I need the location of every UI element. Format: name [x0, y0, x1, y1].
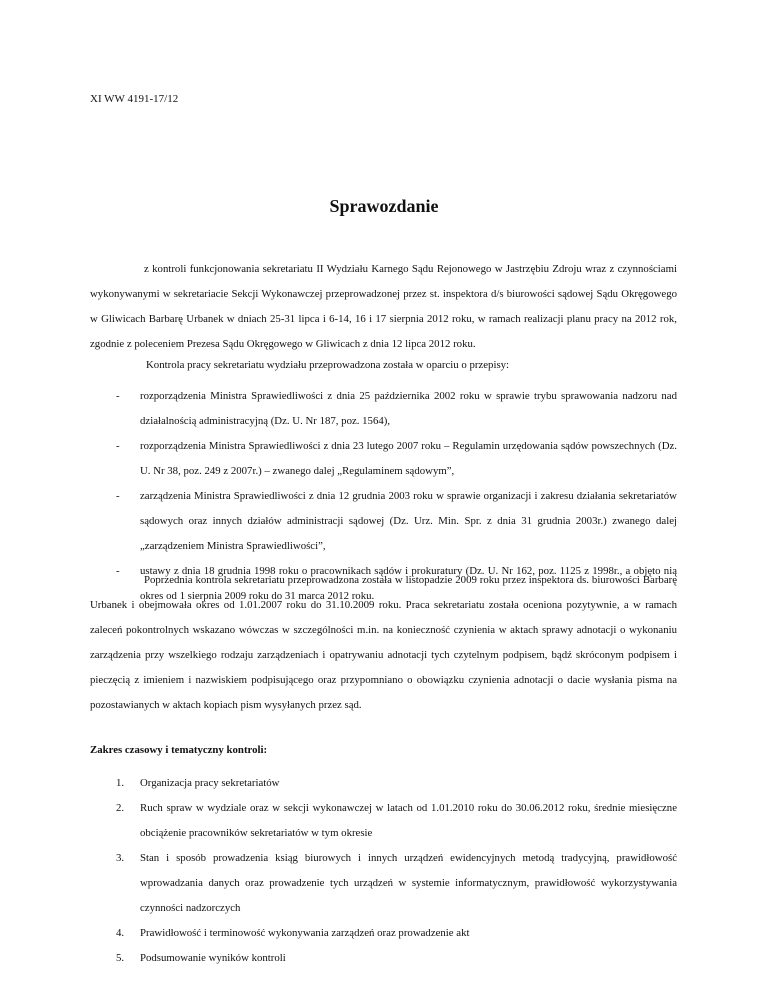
item-number: 4. — [116, 927, 125, 939]
list-item-text: rozporządzenia Ministra Sprawiedliwości z dnia 23 lutego 2007 roku – Regulamin urzędowania sądów powszechnych (Dz. U. Nr 38, poz. 249 z 2007r.) – zwanego dalej „Regulaminem sądowym”, — [140, 440, 677, 477]
item-number: 3. — [116, 852, 125, 864]
case-reference: XI WW 4191-17/12 — [90, 93, 179, 105]
list-item-text: Prawidłowość i terminowość wykonywania zarządzeń oraz prowadzenie akt — [140, 927, 470, 939]
list-item — [90, 846, 677, 921]
document-title: Sprawozdanie — [329, 196, 439, 216]
list-item-text: Organizacja pracy sekretariatów — [140, 777, 280, 789]
list-item — [90, 484, 677, 559]
list-item-text: Podsumowanie wyników kontroli — [140, 952, 286, 964]
bullet-dash: - — [116, 565, 120, 577]
list-item-text: Ruch spraw w wydziale oraz w sekcji wykonawczej w latach od 1.01.2010 roku do 30.06.2012 roku, średnie miesięczne obciążenie pracowników sekretariatów w tym okresie — [140, 802, 677, 839]
scope-list — [90, 771, 677, 971]
list-item — [90, 796, 677, 846]
intro-text: z kontroli funkcjonowania sekretariatu II Wydziału Karnego Sądu Rejonowego w Jastrzębiu Zdroju wraz z czynnościami wykonywanymi w sekretariacie Sekcji Wykonawczej przeprowadzonej przez st. inspektora d/s biurowości sądowej Sądu Okręgowego w Gliwicach Barbarę Urbanek w dniach 25-31 lipca i 6-14, 16 i 17 sierpnia 2012 roku, w ramach realizacji planu pracy na 2012 rok, zgodnie z poleceniem Prezesa Sądu Okręgowego w Gliwicach z dnia 12 lipca 2012 roku. — [90, 263, 677, 350]
list-item-text: zarządzenia Ministra Sprawiedliwości z dnia 12 grudnia 2003 roku w sprawie organizacji i zakresu działania sekretariatów sądowych oraz innych działów administracji sądowej (Dz. Urz. Min. Spr. z dnia 31 grudnia 2003r.) zwanego dalej „zarządzeniem Ministra Sprawiedliwości”, — [140, 490, 677, 552]
list-item — [90, 771, 677, 796]
list-item — [90, 434, 677, 484]
bullet-dash: - — [116, 440, 120, 452]
list-item — [90, 946, 677, 971]
item-number: 1. — [116, 777, 125, 789]
previous-control-text: Poprzednia kontrola sekretariatu przeprowadzona została w listopadzie 2009 roku przez inspektora ds. biurowości Barbarę Urbanek i obejmowała okres od 1.01.2007 roku do 31.10.2009 roku. Praca sekretariatu została oceniona pozytywnie, a w ramach zaleceń pokontrolnych wskazano wówczas w szczególności m.in. na konieczność czynienia w aktach sprawy adnotacji o wykonaniu zarządzenia przy wszelkiego rodzaju zarządzeniach i opatrywaniu adnotacji tych czytelnym podpisem, bądź skróconym podpisem i pieczęcią z imieniem i nazwiskiem podpisującego oraz przypomniano o obowiązku czynienia adnotacji o dacie wysłania pisma na pozostawianych w aktach kopiach pism wysyłanych przez sąd. — [90, 574, 677, 711]
list-item — [90, 921, 677, 946]
list-item-text: ustawy z dnia 18 grudnia 1998 roku o pracownikach sądów i prokuratury (Dz. U. Nr 162, poz. 1125 z 1998r., a objęto nią okres od 1 sierpnia 2009 roku do 31 marca 2012 roku. — [140, 565, 677, 602]
list-item — [90, 384, 677, 434]
item-number: 2. — [116, 802, 125, 814]
bullet-dash: - — [116, 390, 120, 402]
previous-control-paragraph — [90, 568, 677, 718]
intro-paragraph — [90, 257, 677, 357]
scope-heading: Zakres czasowy i tematyczny kontroli: — [90, 744, 268, 756]
legal-basis-heading: Kontrola pracy sekretariatu wydziału przeprowadzona została w oparciu o przepisy: — [146, 359, 510, 371]
list-item-text: Stan i sposób prowadzenia ksiąg biurowych i innych urządzeń ewidencyjnych metodą tradycyjną, prawidłowość wprowadzania danych oraz prowadzenie tych urządzeń w systemie informatycznym, prawidłowość wykorzystywania czynności nadzorczych — [140, 852, 677, 914]
bullet-dash: - — [116, 490, 120, 502]
list-item-text: rozporządzenia Ministra Sprawiedliwości z dnia 25 października 2002 roku w sprawie trybu sprawowania nadzoru nad działalnością administracyjną (Dz. U. Nr 187, poz. 1564), — [140, 390, 677, 427]
item-number: 5. — [116, 952, 125, 964]
